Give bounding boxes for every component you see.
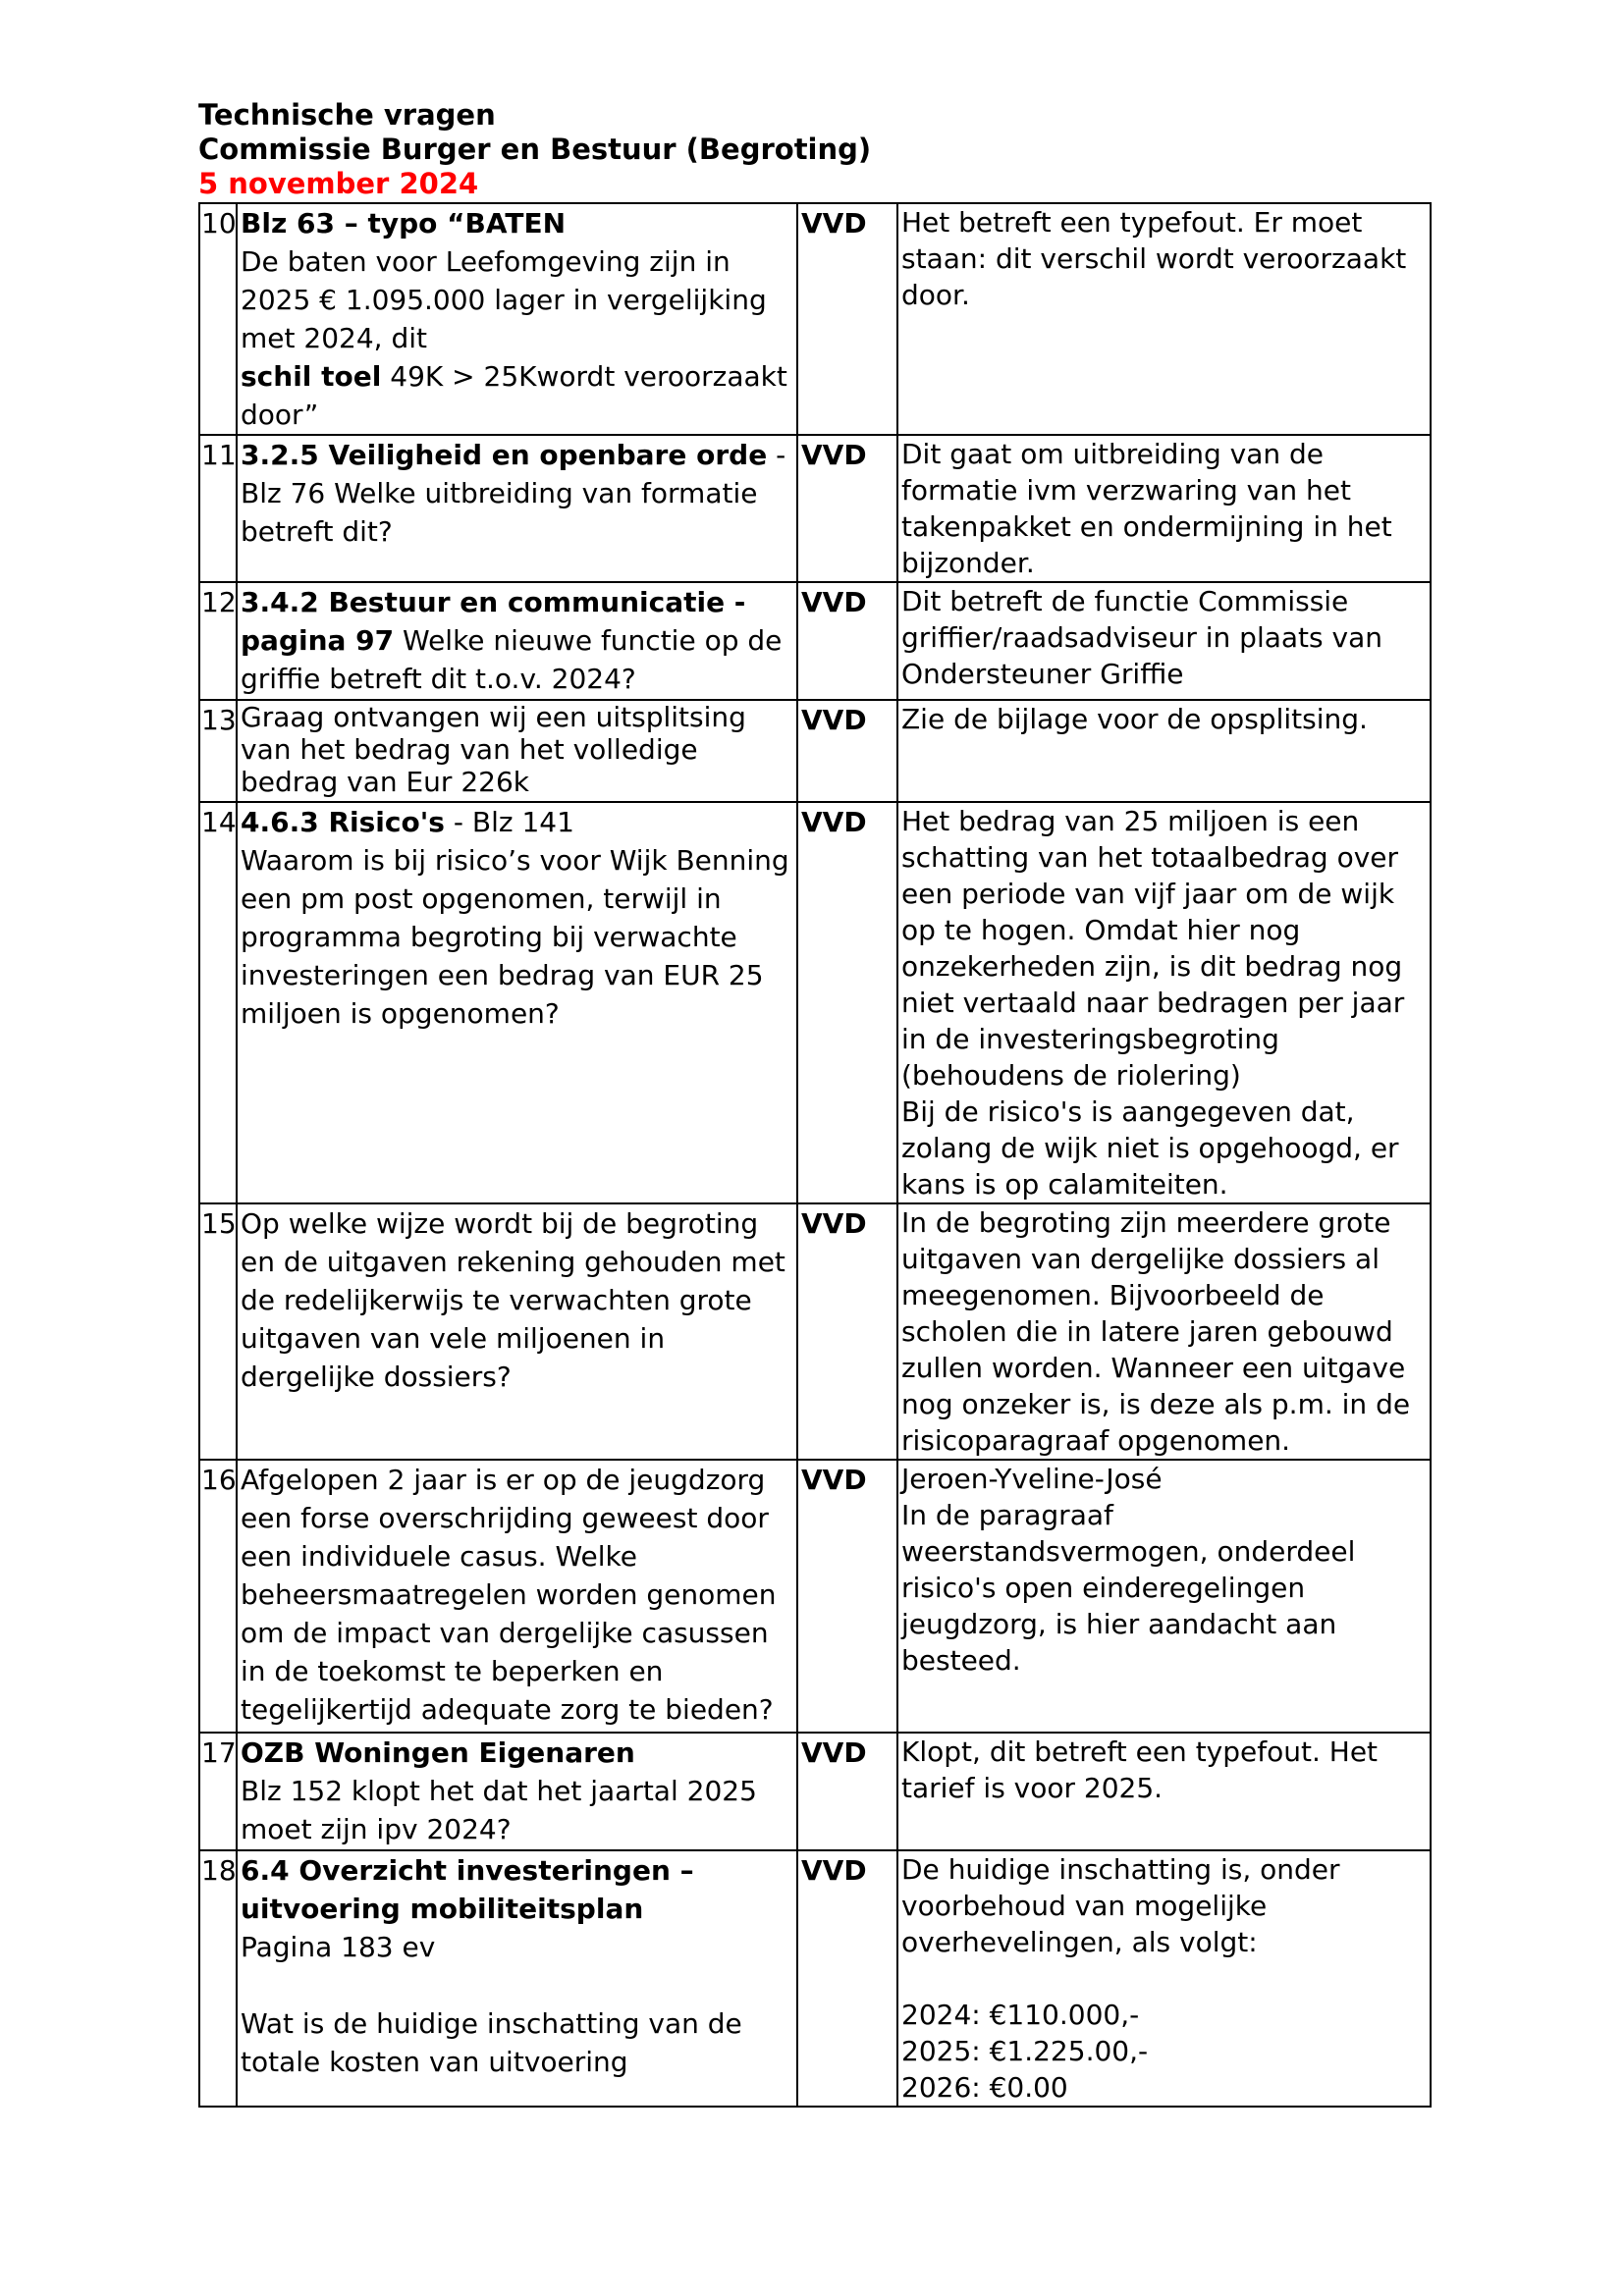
table-row xyxy=(199,700,1431,802)
table-row xyxy=(199,1850,1431,2107)
table-row xyxy=(199,582,1431,700)
question-bold-fragment: schil toel xyxy=(241,360,382,393)
party-cell: VVD xyxy=(797,1850,897,2107)
question-cell xyxy=(237,203,797,435)
row-number: 12 xyxy=(199,582,237,700)
party-cell: VVD xyxy=(797,435,897,582)
document-subtitle: Commissie Burger en Bestuur (Begroting) xyxy=(198,133,872,166)
document-title: Technische vragen xyxy=(198,98,496,132)
row-number: 10 xyxy=(199,203,237,435)
answer-cell: Het betreft een typefout. Er moet staan: dit verschil wordt veroorzaakt door. xyxy=(897,203,1431,435)
answer-cell: Klopt, dit betreft een typefout. Het tarief is voor 2025. xyxy=(897,1733,1431,1850)
question-cell xyxy=(237,1733,797,1850)
table-row xyxy=(199,1733,1431,1850)
document-header xyxy=(198,98,871,201)
question-heading: 3.2.5 Veiligheid en openbare orde xyxy=(241,439,768,471)
row-number: 11 xyxy=(199,435,237,582)
answer-cell xyxy=(897,1850,1431,2107)
party-cell: VVD xyxy=(797,203,897,435)
party-cell: VVD xyxy=(797,1733,897,1850)
question-cell xyxy=(237,802,797,1203)
answer-text: Het bedrag van 25 miljoen is een schatting van het totaalbedrag over een periode van vijf jaar om de wijk op te hogen. Omdat hier nog onzekerheden zijn, is dit bedrag nog niet vertaald naar bedragen per jaar in de investeringsbegroting (behoudens de riolering) xyxy=(901,805,1405,1092)
question-page-ref: Pagina 183 ev xyxy=(241,1931,436,1963)
table-row xyxy=(199,203,1431,435)
estimate-line: 2026: €0.00 xyxy=(901,2071,1068,2104)
question-text: - Blz 76 Welke uitbreiding van formatie betreft dit? xyxy=(241,439,786,548)
party-cell: VVD xyxy=(797,582,897,700)
estimate-line: 2025: €1.225.00,- xyxy=(901,2035,1149,2067)
answer-names: Jeroen-Yveline-José xyxy=(901,1463,1163,1495)
row-number: 15 xyxy=(199,1203,237,1460)
question-cell: Afgelopen 2 jaar is er op de jeugdzorg een forse overschrijding geweest door een individuele casus. Welke beheersmaatregelen worden genomen om de impact van dergelijke casussen in de toekomst te beperken en tegelijkertijd adequate zorg te bieden? xyxy=(237,1460,797,1733)
answer-cell: Dit gaat om uitbreiding van de formatie ivm verzwaring van het takenpakket en ondermijning in het bijzonder. xyxy=(897,435,1431,582)
answer-text-continued: Bij de risico's is aangegeven dat, zolang de wijk niet is opgehoogd, er kans is op calamiteiten. xyxy=(901,1095,1399,1201)
question-page-ref: - Blz 141 xyxy=(444,806,574,838)
row-number: 16 xyxy=(199,1460,237,1733)
answer-text: In de paragraaf weerstandsvermogen, onderdeel risico's open einderegelingen jeugdzorg, is hier aandacht aan besteed. xyxy=(901,1499,1356,1677)
question-heading: Blz 63 – typo “BATEN xyxy=(241,207,567,240)
question-heading: 6.4 Overzicht investeringen – uitvoering mobiliteitsplan xyxy=(241,1854,694,1925)
answer-cell xyxy=(897,1460,1431,1733)
table-row xyxy=(199,1203,1431,1460)
document-date: 5 november 2024 xyxy=(198,167,479,200)
question-text: Wat is de huidige inschatting van de totale kosten van uitvoering xyxy=(241,2007,742,2078)
question-cell: Graag ontvangen wij een uitsplitsing van het bedrag van het volledige bedrag van Eur 226k xyxy=(237,700,797,802)
row-number: 17 xyxy=(199,1733,237,1850)
table-row xyxy=(199,802,1431,1203)
row-number: 18 xyxy=(199,1850,237,2107)
question-text: Blz 152 klopt het dat het jaartal 2025 moet zijn ipv 2024? xyxy=(241,1775,757,1845)
answer-cell: Zie de bijlage voor de opsplitsing. xyxy=(897,700,1431,802)
answer-cell xyxy=(897,802,1431,1203)
party-cell: VVD xyxy=(797,700,897,802)
row-number: 14 xyxy=(199,802,237,1203)
question-text: De baten voor Leefomgeving zijn in 2025 € 1.095.000 lager in vergelijking met 2024, dit xyxy=(241,245,767,354)
answer-cell: In de begroting zijn meerdere grote uitgaven van dergelijke dossiers al meegenomen. Bijvoorbeeld de scholen die in latere jaren gebouwd zullen worden. Wanneer een uitgave nog onzeker is, is deze als p.m. in de risicoparagraaf opgenomen. xyxy=(897,1203,1431,1460)
question-text-fragment: 49K > 25Kwordt veroorzaakt door” xyxy=(241,360,787,431)
question-cell xyxy=(237,1850,797,2107)
question-heading: 3.4.2 Bestuur en communicatie - pagina 97 xyxy=(241,586,746,657)
question-heading: OZB Woningen Eigenaren xyxy=(241,1736,635,1769)
table-row xyxy=(199,435,1431,582)
answer-text: De huidige inschatting is, onder voorbehoud van mogelijke overhevelingen, als volgt: xyxy=(901,1853,1340,1958)
party-cell: VVD xyxy=(797,1203,897,1460)
row-number: 13 xyxy=(199,700,237,802)
party-cell: VVD xyxy=(797,1460,897,1733)
answer-cell: Dit betreft de functie Commissie griffier/raadsadviseur in plaats van Ondersteuner Griffie xyxy=(897,582,1431,700)
question-text: Welke nieuwe functie op de griffie betreft dit t.o.v. 2024? xyxy=(241,624,783,695)
table-row xyxy=(199,1460,1431,1733)
question-cell xyxy=(237,435,797,582)
question-text: Waarom is bij risico’s voor Wijk Benning een pm post opgenomen, terwijl in programma begroting bij verwachte investeringen een bedrag van EUR 25 miljoen is opgenomen? xyxy=(241,844,789,1030)
questions-table xyxy=(198,202,1432,2108)
estimate-line: 2024: €110.000,- xyxy=(901,1999,1140,2031)
question-cell: Op welke wijze wordt bij de begroting en de uitgaven rekening gehouden met de redelijkerwijs te verwachten grote uitgaven van vele miljoenen in dergelijke dossiers? xyxy=(237,1203,797,1460)
question-heading: 4.6.3 Risico's xyxy=(241,806,445,838)
party-cell: VVD xyxy=(797,802,897,1203)
question-cell xyxy=(237,582,797,700)
